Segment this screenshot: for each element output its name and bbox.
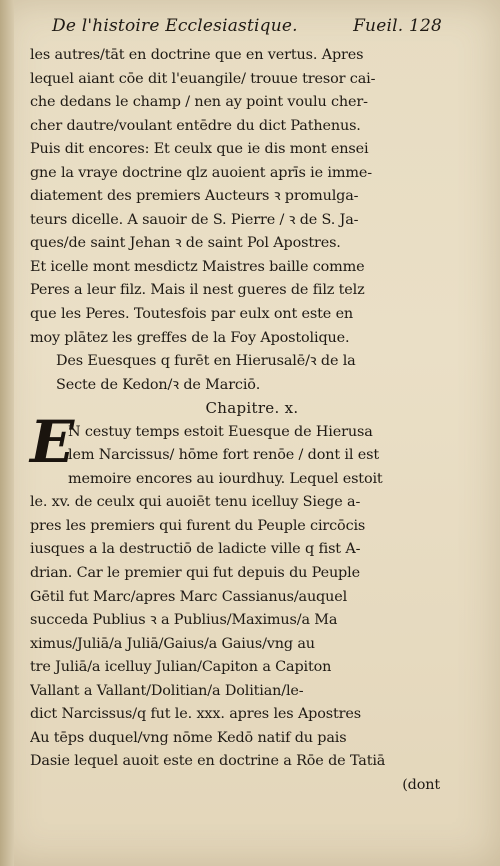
text-line: Peres a leur filz. Mais il nest gueres de filz telz	[30, 282, 365, 299]
running-header	[52, 16, 442, 40]
text-line: cher dautre/voulant entēdre du dict Pathenus.	[30, 117, 361, 134]
text-line: dict Narcissus/q fut le. xxx. apres les Apostres	[30, 706, 361, 723]
text-line: pres les premiers qui furent du Peuple circōcis	[30, 517, 366, 534]
text-line: tre Juliā/a icelluy Julian/Capiton a Capiton	[30, 659, 332, 676]
text-line: memoire encores au iourdhuy. Lequel estoit	[68, 470, 383, 487]
section-title-line: Secte de Kedon/ꝛ de Marciō.	[56, 376, 261, 393]
text-line: che dedans le champ / nen ay point voulu cher-	[30, 94, 368, 111]
text-line: Au tēps duquel/vng nōme Kedō natif du pais	[30, 729, 347, 746]
text-line: Puis dit encores: Et ceulx que ie dis mont ensei	[30, 141, 369, 158]
text-line: gne la vraye doctrine qlz auoient aprīs ie imme-	[30, 164, 372, 181]
catchword: (dont	[402, 776, 440, 793]
text-line: teurs dicelle. A sauoir de S. Pierre / ꝛ de S. Ja-	[30, 211, 359, 228]
text-line: le. xv. de ceulx qui auoiēt tenu icelluy Siege a-	[30, 494, 361, 511]
text-line: ximus/Juliā/a Juliā/Gaius/a Gaius/vng au	[30, 635, 315, 652]
text-line: moy plātez les greffes de la Foy Apostolique.	[30, 329, 350, 346]
text-line: lem Narcissus/ hōme fort renōe / dont il est	[68, 447, 379, 464]
text-line: Et icelle mont mesdictz Maistres baille comme	[30, 258, 365, 275]
text-line: diatement des premiers Aucteurs ꝛ promulga-	[30, 188, 359, 205]
text-line: iusques a la destructiō de ladicte ville q fist A-	[30, 541, 361, 558]
text-block	[30, 44, 460, 798]
text-line: ques/de saint Jehan ꝛ de saint Pol Apostres.	[30, 235, 341, 252]
text-line: Vallant a Vallant/Dolitian/a Dolitian/le-	[30, 682, 304, 699]
text-line: que les Peres. Toutesfois par eulx ont este en	[30, 306, 354, 323]
text-line: lequel aiant cōe dit l'euangile/ trouue tresor cai-	[30, 70, 376, 87]
text-line: Gētil fut Marc/apres Marc Cassianus/auquel	[30, 588, 348, 605]
text-line: Dasie lequel auoit este en doctrine a Rōe de Tatiā	[30, 753, 386, 770]
binding-gutter	[0, 0, 14, 866]
text-line: drian. Car le premier qui fut depuis du Peuple	[30, 565, 360, 582]
folio-number: Fueil. 128	[353, 16, 442, 36]
running-title: De l'histoire Ecclesiastique.	[52, 16, 298, 36]
chapter-heading: Chapitre. x.	[205, 399, 299, 418]
drop-cap-initial: E	[30, 408, 75, 476]
section-title-line: Des Euesques q furēt en Hierusalē/ꝛ de la	[56, 353, 356, 370]
text-line: les autres/tāt en doctrine que en vertus. Apres	[30, 47, 364, 63]
text-line: N cestuy temps estoit Euesque de Hierusa	[68, 423, 373, 440]
text-line: succeda Publius ꝛ a Publius/Maximus/a Ma	[30, 612, 338, 629]
